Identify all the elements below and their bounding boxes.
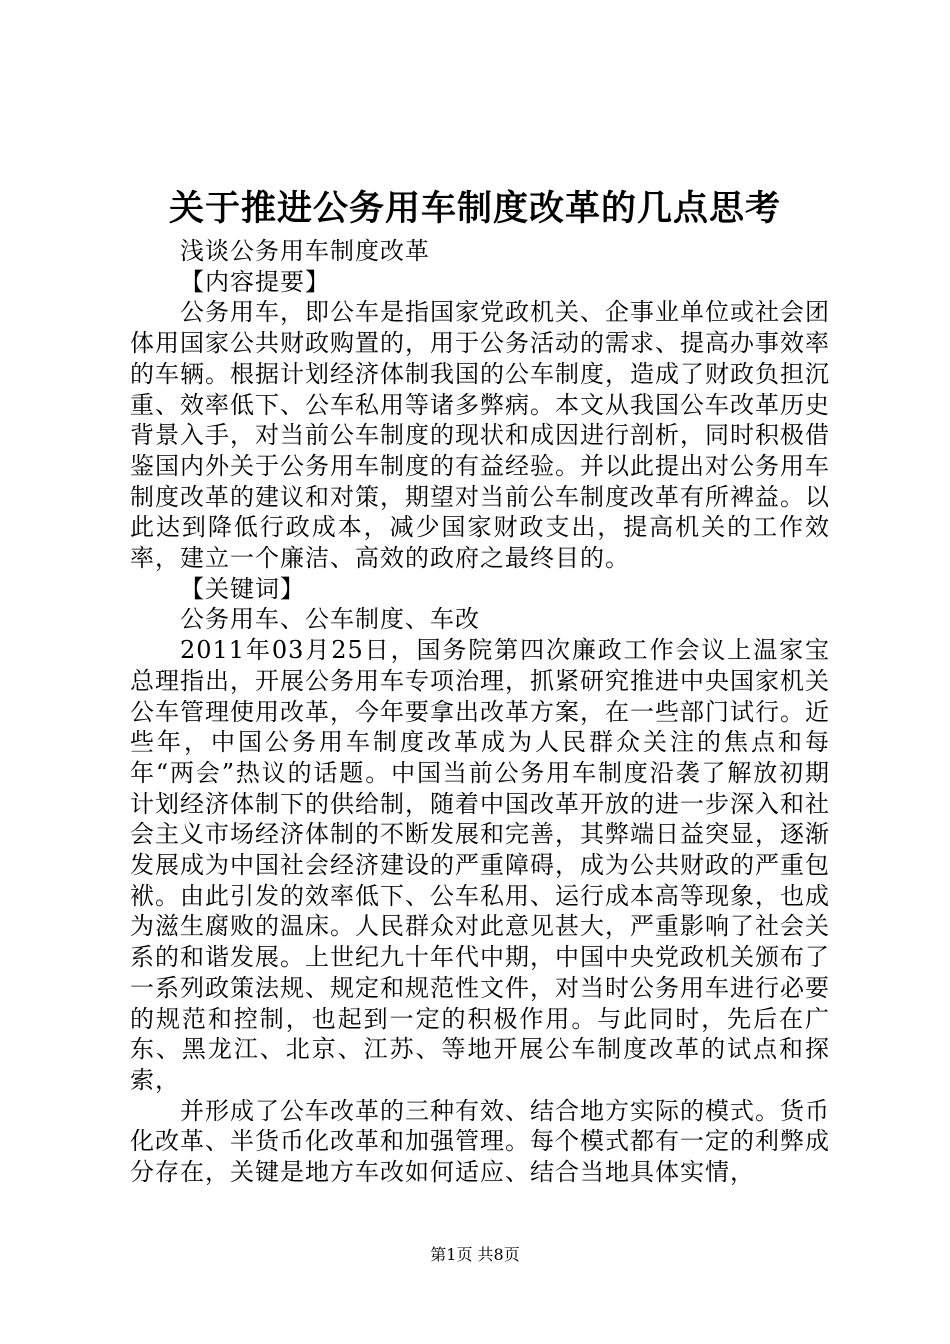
body-paragraph: 并形成了公车改革的三种有效、结合地方实际的模式。货币化改革、半货币化改革和加强管理。每个模式都有一定的利弊成分存在，关键是地方车改如何适应、结合当地具体实情， [130, 1096, 830, 1187]
abstract-heading: 【内容提要】 [180, 267, 330, 296]
subtitle: 浅谈公务用车制度改革 [180, 237, 430, 265]
document-title: 关于推进公务用车制度改革的几点思考 [168, 188, 781, 229]
document-body [130, 236, 830, 1188]
keywords-heading: 【关键词】 [180, 574, 305, 603]
page-number-footer: 第1页 共8页 [430, 1245, 520, 1264]
body-paragraph: 2011年03月25日，国务院第四次廉政工作会议上温家宝总理指出，开展公务用车专项治理，抓紧研究推进中央国家机关公车管理使用改革，今年要拿出改革方案，在一些部门试行。近些年，中国公务用车制度改革成为人民群众关注的焦点和每年“两会”热议的话题。中国当前公务用车制度沿袭了解放初期计划经济体制下的供给制，随着中国改革开放的进一步深入和社会主义市场经济体制的不断发展和完善，其弊端日益突显，逐渐发展成为中国社会经济建设的严重障碍，成为公共财政的严重包袱。由此引发的效率低下、公车私用、运行成本高等现象，也成为滋生腐败的温床。人民群众对此意见甚大，严重影响了社会关系的和谐发展。上世纪九十年代中期，中国中央党政机关颁布了一系列政策法规、规定和规范性文件，对当时公务用车进行必要的规范和控制，也起到一定的积极作用。与此同时，先后在广东、黑龙江、北京、江苏、等地开展公车制度改革的试点和探索， [130, 636, 830, 1094]
keywords-text: 公务用车、公车制度、车改 [180, 605, 480, 634]
abstract-paragraph: 公务用车，即公车是指国家党政机关、企事业单位或社会团体用国家公共财政购置的，用于公务活动的需求、提高办事效率的车辆。根据计划经济体制我国的公车制度，造成了财政负担沉重、效率低下、公车私用等诸多弊病。本文从我国公车改革历史背景入手，对当前公车制度的现状和成因进行剖析，同时积极借鉴国内外关于公务用车制度的有益经验。并以此提出对公务用车制度改革的建议和对策，期望对当前公车制度改革有所裨益。以此达到降低行政成本，减少国家财政支出，提高机关的工作效率，建立一个廉洁、高效的政府之最终目的。 [130, 298, 830, 573]
